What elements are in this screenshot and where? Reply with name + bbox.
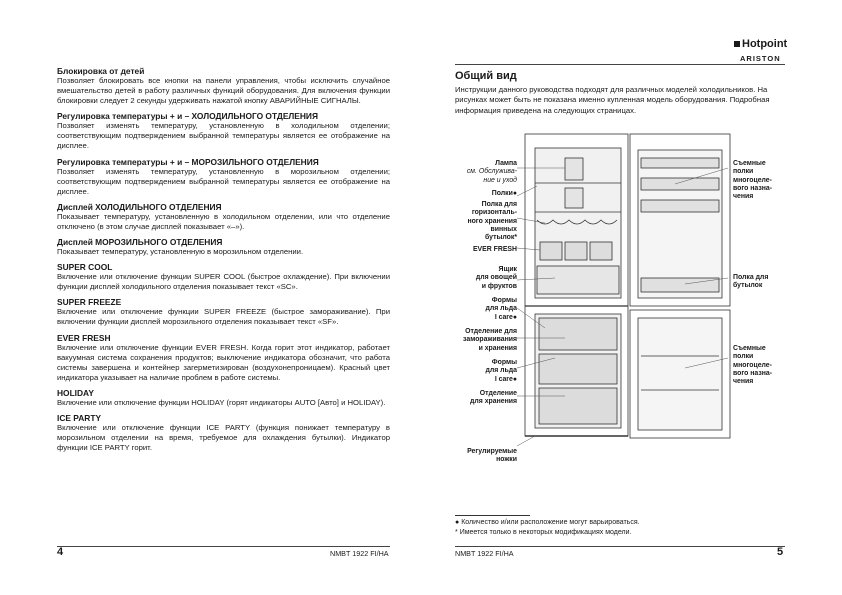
note-variable: ● Количество и/или расположение могут варьироваться. [455, 519, 640, 526]
section-body: Показывает температуру, установленную в морозильном отделении. [57, 247, 304, 257]
label-bottle-shelf: Полка для бутылок [733, 274, 769, 290]
section-title: Регулировка температуры + и – МОРОЗИЛЬНОГО ОТДЕЛЕНИЯ [57, 156, 319, 167]
left-page-number: 4 [57, 546, 64, 558]
section-title: SUPER FREEZE [57, 297, 122, 308]
lamp-shade [565, 188, 583, 208]
section-title: EVER FRESH [57, 332, 111, 343]
right-bottom-rule [455, 546, 785, 547]
crisper-drawer [537, 266, 619, 294]
section-body: Позволяет блокировать все кнопки на панели управления, чтобы исключить случайное вмешательство детей в работу различных функций оборудования. Для включения функции блокировки следует 2 секунды удерживать нажатой кнопку АВАРИЙНЫЕ СИГНАЛЫ. [57, 76, 390, 106]
section-body: Включение или отключение функции SUPER COOL (быстрое охлаждение). При включении функции дисплей холодильного отделения показывает текст «SC». [57, 272, 390, 292]
fridge-door-inner [638, 150, 722, 298]
right-model-code: NMBT 1922 FI/HA [455, 549, 514, 558]
left-page-content [57, 66, 390, 453]
label-crisper: Ящик для овощей и фруктов [475, 266, 517, 290]
section-title: Блокировка от детей [57, 66, 145, 76]
door-shelf-2 [641, 178, 719, 190]
page-title: Общий вид [455, 70, 517, 82]
left-model-code: NMBT 1922 FI/HA [330, 549, 389, 558]
section-title: HOLIDAY [57, 387, 94, 398]
section-body: Включение или отключение функции EVER FRESH. Когда горит этот индикатор, работает вакуумная система сохранения продуктов; выключение индикатора обозначит, что работа системы завершена и контейнер загерметизирован (воздухонепроницаем). Красный цвет индикатора указывает на наличие проблем в работе системы. [57, 342, 390, 382]
section-body: Включение или отключение функции HOLIDAY (горят индикаторы AUTO [Авто] и HOLIDAY). [57, 397, 386, 407]
label-door-shelves-2: Съемные полки многоцеле- вого назна- чения [733, 345, 773, 386]
intro-text: Инструкции данного руководства подходят для различных моделей холодильников. На рисунках может быть не показана именно купленная модель оборудования. Подробная информация приведена на следующих страницах. [455, 85, 770, 115]
label-ever-fresh: EVER FRESH [472, 246, 517, 253]
section-body: Включение или отключение функции ICE PARTY (функция понижает температуру в морозильном отделении на время, требуемое для охлаждения бутылки). Индикатор функции ICE PARTY горит. [57, 422, 390, 453]
brand-sub: ARISTON [740, 54, 781, 63]
ever-fresh-container-1 [540, 242, 562, 260]
section-title: Дисплей ХОЛОДИЛЬНОГО ОТДЕЛЕНИЯ [57, 201, 222, 212]
label-freezing-compartment: Отделение для замораживания и хранения [463, 328, 517, 352]
door-shelf-3 [641, 200, 719, 212]
bottle-shelf [641, 278, 719, 292]
label-storage-compartment: Отделение для хранения [470, 390, 517, 406]
label-lamp: Лампа см. Обслужива- ние и уход [466, 160, 517, 184]
left-bottom-rule [57, 546, 390, 547]
freezer-drawer-3 [539, 388, 617, 424]
section-body: Позволяет изменять температуру, установленную в холодильном отделении; соответствующим подтверждением выбранной температуры является ее отображение на дисплее. [57, 121, 390, 151]
label-door-shelves-1: Съемные полки многоцеле- вого назна- чения [733, 160, 773, 201]
brand-mark-icon [734, 41, 740, 47]
ever-fresh-container-3 [590, 242, 612, 260]
freezer-drawer-1 [539, 318, 617, 350]
section-body: Включение или отключение функции SUPER FREEZE (быстрое замораживание). При включении функции дисплей морозильного отделения показывает текст «SF». [57, 307, 390, 327]
note-some-models: * Имеется только в некоторых модификациях модели. [455, 529, 632, 536]
brand-name: Hotpoint [734, 38, 787, 50]
notes-rule [455, 515, 530, 516]
freezer-drawer-2 [539, 354, 617, 384]
label-adjustable-feet: Регулируемые ножки [467, 448, 517, 464]
label-ice-trays-1: Формы для льда I care● [485, 297, 517, 321]
section-title: SUPER COOL [57, 262, 113, 273]
section-body: Показывает температуру, установленную в холодильном отделении, или что отделение отключено (в этом случае дисплей показывает «–»). [57, 211, 390, 231]
right-page-number: 5 [777, 546, 784, 558]
section-title: Регулировка температуры + и – ХОЛОДИЛЬНОГО ОТДЕЛЕНИЯ [57, 111, 318, 122]
label-wine-shelf: Полка для горизонталь- ного хранения винных бутылок* [467, 201, 517, 242]
ever-fresh-container-2 [565, 242, 587, 260]
section-title: ICE PARTY [57, 412, 102, 423]
label-shelves: Полки● [491, 190, 517, 197]
door-shelf-1 [641, 158, 719, 168]
freezer-door-inner [638, 318, 722, 430]
lamp [565, 158, 583, 180]
section-title: Дисплей МОРОЗИЛЬНОГО ОТДЕЛЕНИЯ [57, 237, 223, 248]
label-ice-trays-2: Формы для льда I care● [485, 359, 517, 383]
right-top-rule [455, 64, 785, 65]
section-body: Позволяет изменять температуру, установленную в морозильном отделении; соответствующим подтверждением выбранной температуры является ее отображение на дисплее. [57, 166, 390, 196]
